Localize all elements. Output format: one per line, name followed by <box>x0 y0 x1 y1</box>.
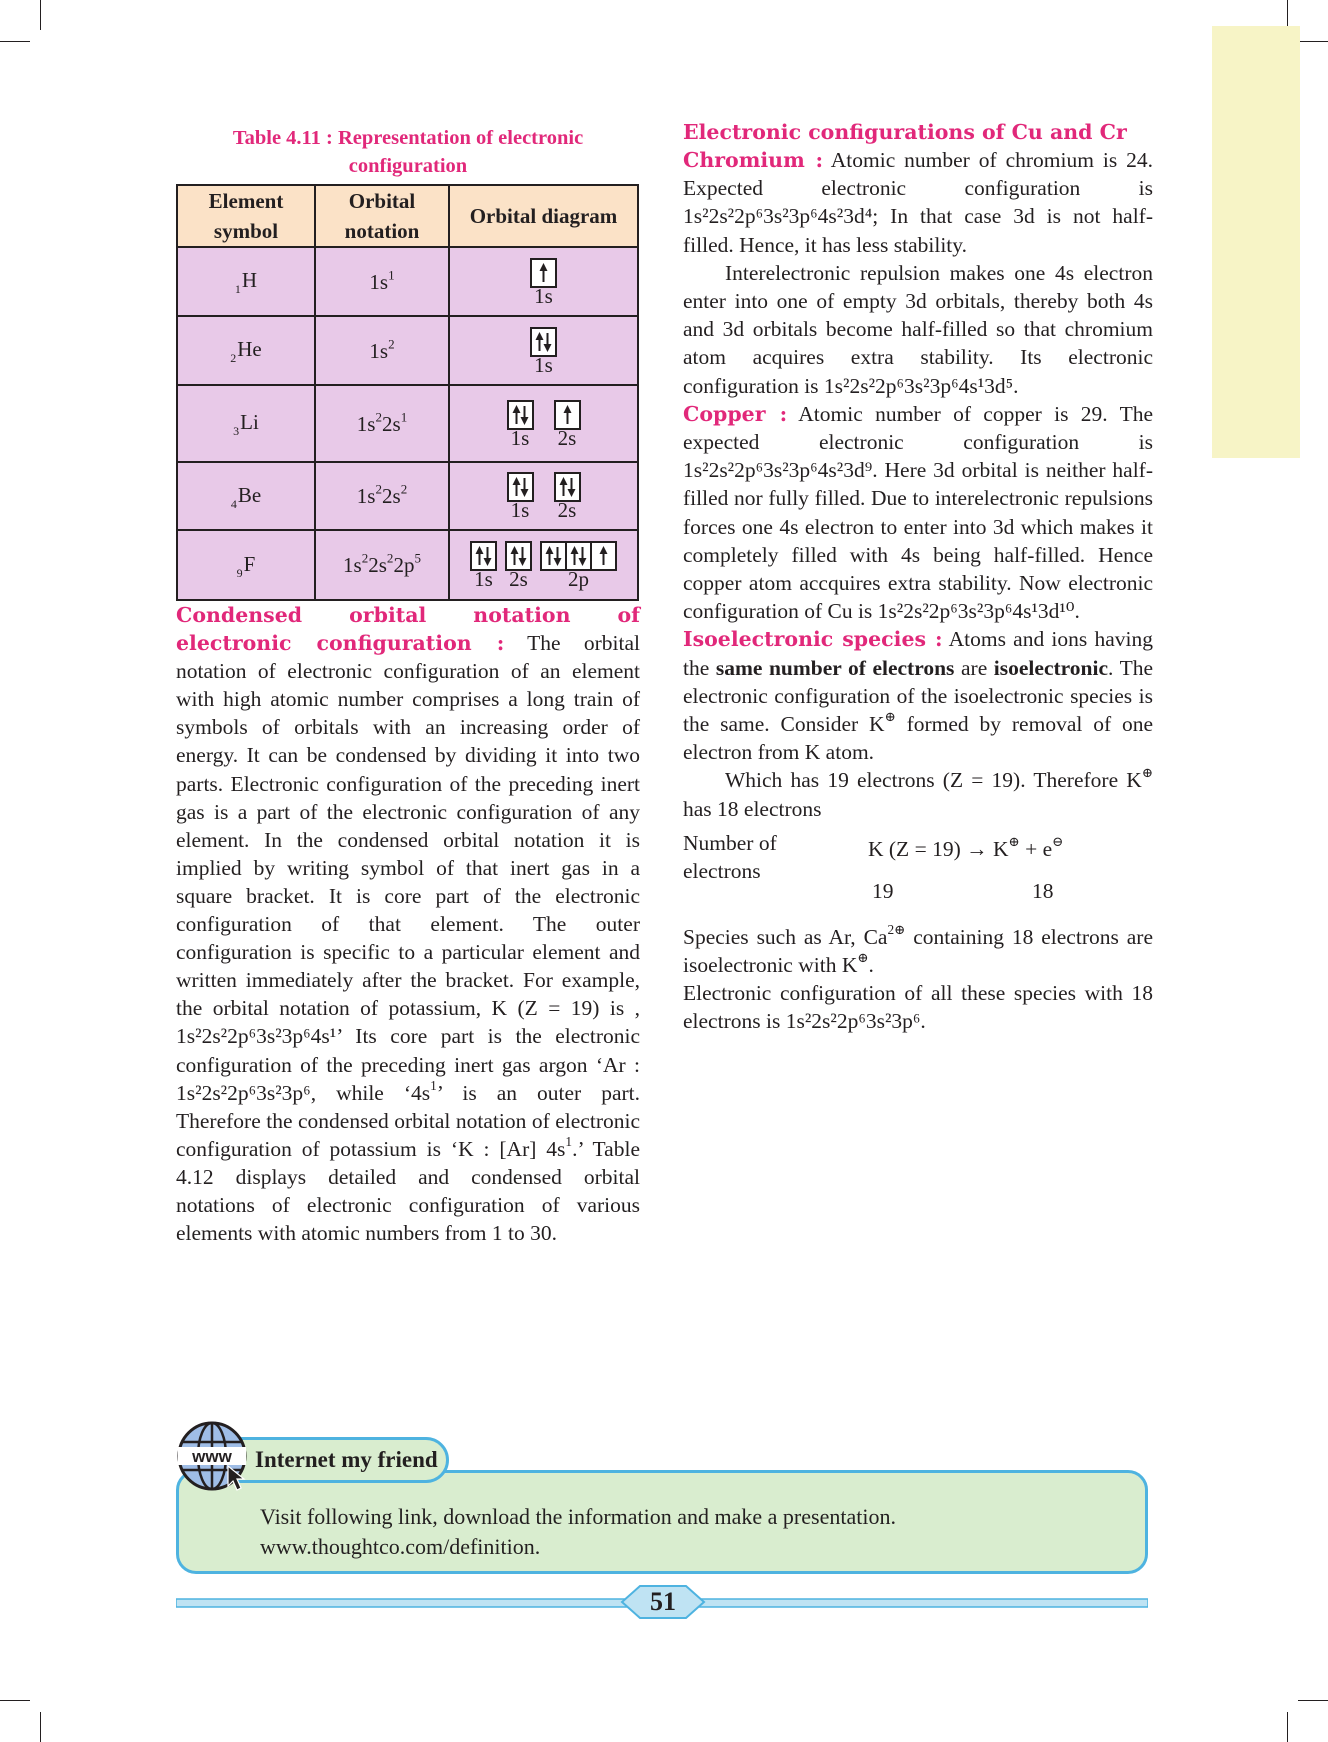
chromium-paragraph-2: Interelectronic repulsion makes one 4s electron enter into one of empty 3d orbitals, thereby both 4s and 3d orbitals become half-filled so that chromium atom acquires extra stability. Its electronic configuration is 1s²2s²2p⁶3s²3p⁶4s¹3d⁵. <box>683 260 1153 398</box>
cu-cr-heading: Electronic configurations of Cu and Cr <box>683 120 1127 144</box>
element-symbol: $_9$F <box>177 530 315 600</box>
spin-up-arrow-icon <box>594 545 613 567</box>
crop-mark <box>1298 1700 1328 1701</box>
table-row <box>177 530 638 600</box>
table-row <box>177 247 638 316</box>
header-diagram: Orbital diagram <box>449 185 638 247</box>
element-symbol: $_3$Li <box>177 385 315 462</box>
section-heading: Condensed orbital notation of electronic configuration : <box>176 603 640 656</box>
orbital-notation: $1s^22s^2$ <box>315 462 449 530</box>
spin-pair-arrows-icon <box>511 404 530 426</box>
copper-paragraph: Copper : Atomic number of copper is 29. The expected electronic configuration is 1s²2s²2p⁶3s²3p⁶4s²3d⁹. Here 3d orbital is neither half-filled nor fully filled. Due to interelectronic repulsions forces one 4s electron to enter into 3d which makes it completely filled with 4s being half-filled. Hence copper atom accquires extra stability. Now electronic configuration of Cu is 1s²2s²2p⁶3s²3p⁶4s¹3d¹⁰. <box>683 401 1153 624</box>
isoelectronic-paragraph: Isoelectronic species : Atoms and ions having the same number of electrons are isoelectronic. The electronic configuration of the isoelectronic species is the same. Consider K⊕ formed by removal of one electron from K atom. <box>683 627 1154 765</box>
crop-mark <box>0 1700 30 1701</box>
globe-label: www <box>192 1447 232 1466</box>
spin-up-arrow-icon <box>534 262 553 284</box>
crop-mark <box>1298 41 1328 42</box>
crop-mark <box>0 41 30 42</box>
spin-pair-arrows-icon <box>558 476 577 498</box>
equation-reaction: K (Z = 19) → K⊕ + e⊖ <box>868 833 1064 861</box>
spin-pair-arrows-icon <box>544 545 563 567</box>
table-caption <box>176 124 640 180</box>
internet-text <box>260 1502 1120 1562</box>
orbital-diagram: 1s 2s <box>449 385 638 462</box>
spin-pair-arrows-icon <box>511 476 530 498</box>
spin-pair-arrows-icon <box>474 545 493 567</box>
orbital-notation: $1s^2$ <box>315 316 449 385</box>
spin-up-arrow-icon <box>558 404 577 426</box>
spin-pair-arrows-icon <box>509 545 528 567</box>
element-symbol: $_2$He <box>177 316 315 385</box>
orbital-diagram: 1s 2s 2p <box>449 530 638 600</box>
left-column <box>176 118 640 1247</box>
orbital-diagram: 1s <box>449 247 638 316</box>
orbital-diagram: 1s 2s <box>449 462 638 530</box>
internet-line: Visit following link, download the information and make a presentation. <box>260 1504 896 1529</box>
page-number: 51 <box>650 1587 676 1616</box>
orbital-notation: $1s^22s^22p^5$ <box>315 530 449 600</box>
caption-line: configuration <box>348 155 468 177</box>
internet-link[interactable]: www.thoughtco.com/definition. <box>260 1534 541 1559</box>
orbital-table <box>176 184 639 601</box>
crop-mark <box>40 1712 41 1742</box>
spin-pair-arrows-icon <box>534 331 553 353</box>
crop-mark <box>1287 1712 1288 1742</box>
equation-counts: 19 18 <box>872 878 1054 903</box>
equation-label: Number of electrons <box>683 830 777 883</box>
table-row <box>177 462 638 530</box>
table-row <box>177 385 638 462</box>
header-notation: Orbital notation <box>315 185 449 247</box>
globe-icon <box>176 1420 250 1494</box>
header-element: Element symbol <box>177 185 315 247</box>
table-row <box>177 316 638 385</box>
orbital-notation: $1s^22s^1$ <box>315 385 449 462</box>
chromium-paragraph: Chromium : Atomic number of chromium is 24. Expected electronic configuration is 1s²2s²2p⁶3s²3p⁶4s²3d⁴; In that case 3d is not half-filled. Hence, it has less stability. <box>683 148 1153 257</box>
element-symbol: $_4$Be <box>177 462 315 530</box>
side-tab <box>1212 26 1300 458</box>
orbital-diagram: 1s <box>449 316 638 385</box>
crop-mark <box>40 0 41 30</box>
spin-pair-arrows-icon <box>569 545 588 567</box>
electron-equation <box>683 829 1153 905</box>
internet-title: Internet my friend <box>196 1437 449 1483</box>
element-symbol: $_1$H <box>177 247 315 316</box>
caption-line: Table 4.11 : Representation of electronic <box>232 127 584 149</box>
right-column <box>683 118 1153 1036</box>
potassium-paragraph: Which has 19 electrons (Z = 19). Therefore K⊕ has 18 electrons <box>683 765 1153 821</box>
condensed-notation-paragraph: Condensed orbital notation of electronic configuration : The orbital notation of electronic configuration of an element with high atomic number comprises a long train of symbols of orbitals with an increasing order of energy. It can be condensed by dividing it into two parts. Electronic configuration of the preceding inert gas is a part of the electronic configuration of any element. In the condensed orbital notation it is implied by writing symbol of that inert gas in a square bracket. It is core part of the electronic configuration of that element. The outer configuration is specific to a particular element and written immediately after the bracket. For example, the orbital notation of potassium, K (Z = 19) is , 1s²2s²2p⁶3s²3p⁶4s¹’ Its core part is the electronic configuration of the preceding inert gas argon ‘Ar : 1s²2s²2p⁶3s²3p⁶, while ‘$4s^1$’ is an outer part. Therefore the condensed orbital notation of electronic configuration of potassium is ‘K : [Ar] $4s^1$.’ Table 4.12 displays detailed and condensed orbital notations of electronic configuration of various elements with atomic numbers from 1 to 30. <box>176 603 640 1246</box>
final-paragraph: Electronic configuration of all these species with 18 electrons is 1s²2s²2p⁶3s²3p⁶. <box>683 981 1153 1034</box>
species-paragraph: Species such as Ar, $Ca^{2\oplus}$ containing 18 electrons are isoelectronic with K⊕. <box>683 921 1153 978</box>
orbital-notation: $1s^1$ <box>315 247 449 316</box>
